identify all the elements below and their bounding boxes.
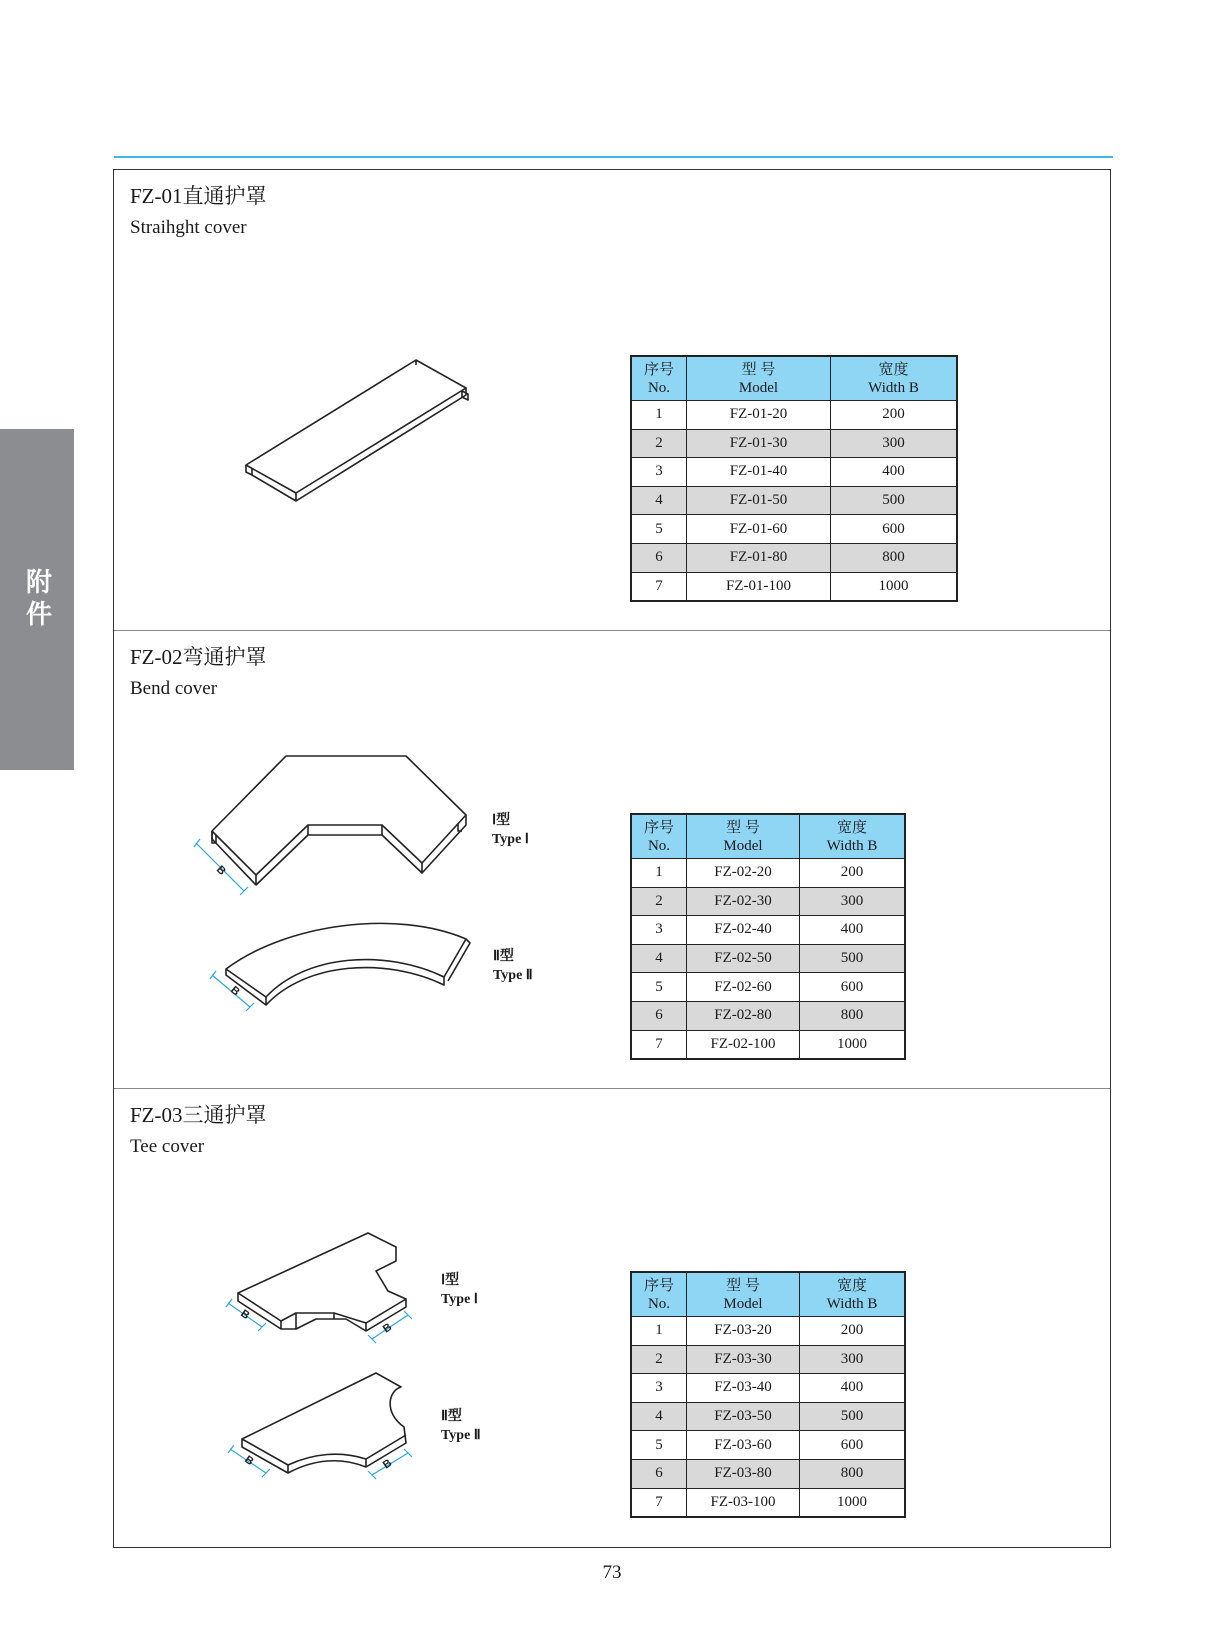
dim-label-b: B [380, 1321, 395, 1336]
table-row: 4 FZ-03-50 500 [631, 1402, 905, 1431]
col-width: 宽度 Width B [800, 1272, 906, 1317]
table-row: 6 FZ-02-80 800 [631, 1001, 905, 1030]
table-row: 4 FZ-02-50 500 [631, 944, 905, 973]
spec-table-fz01 [630, 355, 958, 602]
title-en: Bend cover [130, 678, 218, 699]
table-row: 5 FZ-03-60 600 [631, 1431, 905, 1460]
section-title [130, 1101, 267, 1161]
table-row: 2 FZ-03-30 300 [631, 1345, 905, 1374]
col-model: 型 号 Model [687, 814, 800, 859]
table-row: 5 FZ-01-60 600 [631, 515, 957, 544]
section-straight-cover [114, 170, 1110, 630]
type2-label: Ⅱ型 Type Ⅱ [441, 1409, 481, 1443]
spec-table-fz02 [630, 813, 906, 1060]
bend-cover-type2-drawing [206, 909, 496, 1009]
table-row: 2 FZ-01-30 300 [631, 429, 957, 458]
table-row: 4 FZ-01-50 500 [631, 486, 957, 515]
col-model: 型 号 Model [687, 356, 831, 401]
table-row: 2 FZ-02-30 300 [631, 887, 905, 916]
tee-cover-type2-drawing [226, 1369, 436, 1509]
section-title [130, 182, 267, 242]
table-row: 5 FZ-02-60 600 [631, 973, 905, 1002]
table-row: 6 FZ-03-80 800 [631, 1459, 905, 1488]
table-row: 3 FZ-02-40 400 [631, 916, 905, 945]
col-width: 宽度 Width B [831, 356, 958, 401]
title-zh: FZ-01直通护罩 [130, 184, 267, 208]
header-rule [114, 156, 1113, 158]
dim-label-b: B [238, 1307, 252, 1323]
type2-label: Ⅱ型 Type Ⅱ [493, 949, 533, 983]
dim-label-b: B [213, 863, 228, 878]
section-title [130, 643, 267, 703]
table-row: 1 FZ-02-20 200 [631, 859, 905, 888]
table-row: 1 FZ-01-20 200 [631, 401, 957, 430]
title-en: Straihght cover [130, 217, 247, 238]
bend-cover-type1-drawing [194, 751, 484, 901]
col-no: 序号 No. [631, 356, 687, 401]
dim-label-b: B [228, 984, 242, 999]
title-en: Tee cover [130, 1136, 205, 1157]
table-row: 7 FZ-02-100 1000 [631, 1030, 905, 1059]
table-row: 3 FZ-01-40 400 [631, 458, 957, 487]
catalog-frame [113, 169, 1111, 1548]
col-no: 序号 No. [631, 1272, 687, 1317]
spec-table-fz03 [630, 1271, 906, 1518]
col-model: 型 号 Model [687, 1272, 800, 1317]
side-tab-label: 附件 [21, 567, 52, 632]
title-zh: FZ-02弯通护罩 [130, 645, 267, 669]
title-zh: FZ-03三通护罩 [130, 1103, 267, 1127]
table-row: 7 FZ-03-100 1000 [631, 1488, 905, 1517]
dim-label-b: B [380, 1457, 395, 1472]
section-tee-cover [114, 1088, 1110, 1547]
page-number: 73 [602, 1562, 622, 1583]
dim-label-b: B [242, 1453, 256, 1469]
col-width: 宽度 Width B [800, 814, 906, 859]
straight-cover-drawing [244, 355, 484, 505]
table-row: 1 FZ-03-20 200 [631, 1317, 905, 1346]
col-no: 序号 No. [631, 814, 687, 859]
type1-label: Ⅰ型 Type Ⅰ [492, 813, 529, 847]
section-bend-cover [114, 630, 1110, 1088]
side-section-tab [0, 429, 74, 770]
table-row: 6 FZ-01-80 800 [631, 543, 957, 572]
table-row: 7 FZ-01-100 1000 [631, 572, 957, 601]
table-row: 3 FZ-03-40 400 [631, 1374, 905, 1403]
type1-label: Ⅰ型 Type Ⅰ [441, 1273, 478, 1307]
tee-cover-type1-drawing [226, 1231, 436, 1361]
